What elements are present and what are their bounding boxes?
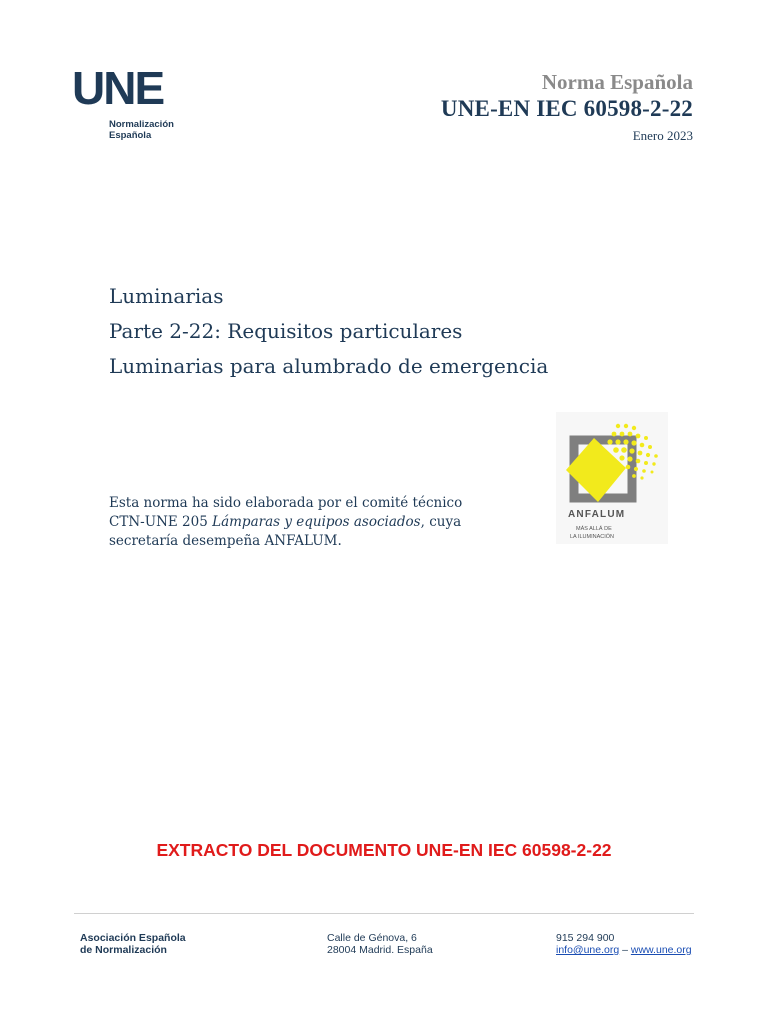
footer-phone: 915 294 900: [556, 932, 615, 944]
footer-contact: [556, 932, 692, 956]
footer-addr-line-1: Calle de Génova, 6: [327, 932, 417, 944]
footer-addr-line-2: 28004 Madrid. España: [327, 944, 433, 956]
committee-name: Lámparas y equipos asociados: [212, 514, 421, 530]
norma-date: Enero 2023: [632, 128, 693, 143]
footer-divider: [74, 913, 694, 914]
svg-text:UNE: UNE: [72, 66, 164, 110]
footer-assoc-line-2: de Normalización: [80, 944, 167, 956]
logo-line-1: Normalización: [109, 119, 174, 130]
norma-code: UNE-EN IEC 60598-2-22: [440, 96, 693, 121]
une-logo: [72, 66, 182, 146]
title-line-3: Luminarias para alumbrado de emergencia: [109, 354, 549, 378]
title-line-1: Luminarias: [109, 284, 224, 308]
footer-email-link[interactable]: info@une.org: [556, 944, 620, 956]
footer-association: [80, 932, 186, 956]
logo-subtitle: [109, 119, 182, 141]
title-line-2: Parte 2-22: Requisitos particulares: [109, 319, 463, 343]
norma-label: Norma Española: [541, 70, 693, 94]
footer-web-link[interactable]: www.une.org: [630, 944, 692, 956]
anfalum-tagline-2: LA ILUMINACIÓN: [570, 534, 615, 540]
committee-paragraph: [109, 494, 469, 551]
footer-link-separator: –: [619, 944, 631, 956]
anfalum-logo: [556, 412, 668, 544]
anfalum-emblem: [556, 412, 668, 544]
footer-assoc-line-1: Asociación Española: [80, 932, 186, 944]
logo-line-2: Española: [109, 130, 152, 141]
anfalum-tagline-1: MÁS ALLÁ DE: [576, 526, 612, 532]
committee-text-2: , cuya secretaría desempeña ANFALUM.: [109, 514, 462, 549]
committee-text-1: Esta norma ha sido elaborada por el comité técnico CTN-UNE 205: [109, 495, 463, 530]
extract-banner: EXTRACTO DEL DOCUMENTO UNE-EN IEC 60598-2-22: [156, 840, 612, 860]
anfalum-name: ANFALUM: [568, 509, 626, 520]
footer-address: [327, 932, 433, 956]
footer-links: [556, 944, 692, 956]
une-wordmark: [72, 66, 182, 110]
